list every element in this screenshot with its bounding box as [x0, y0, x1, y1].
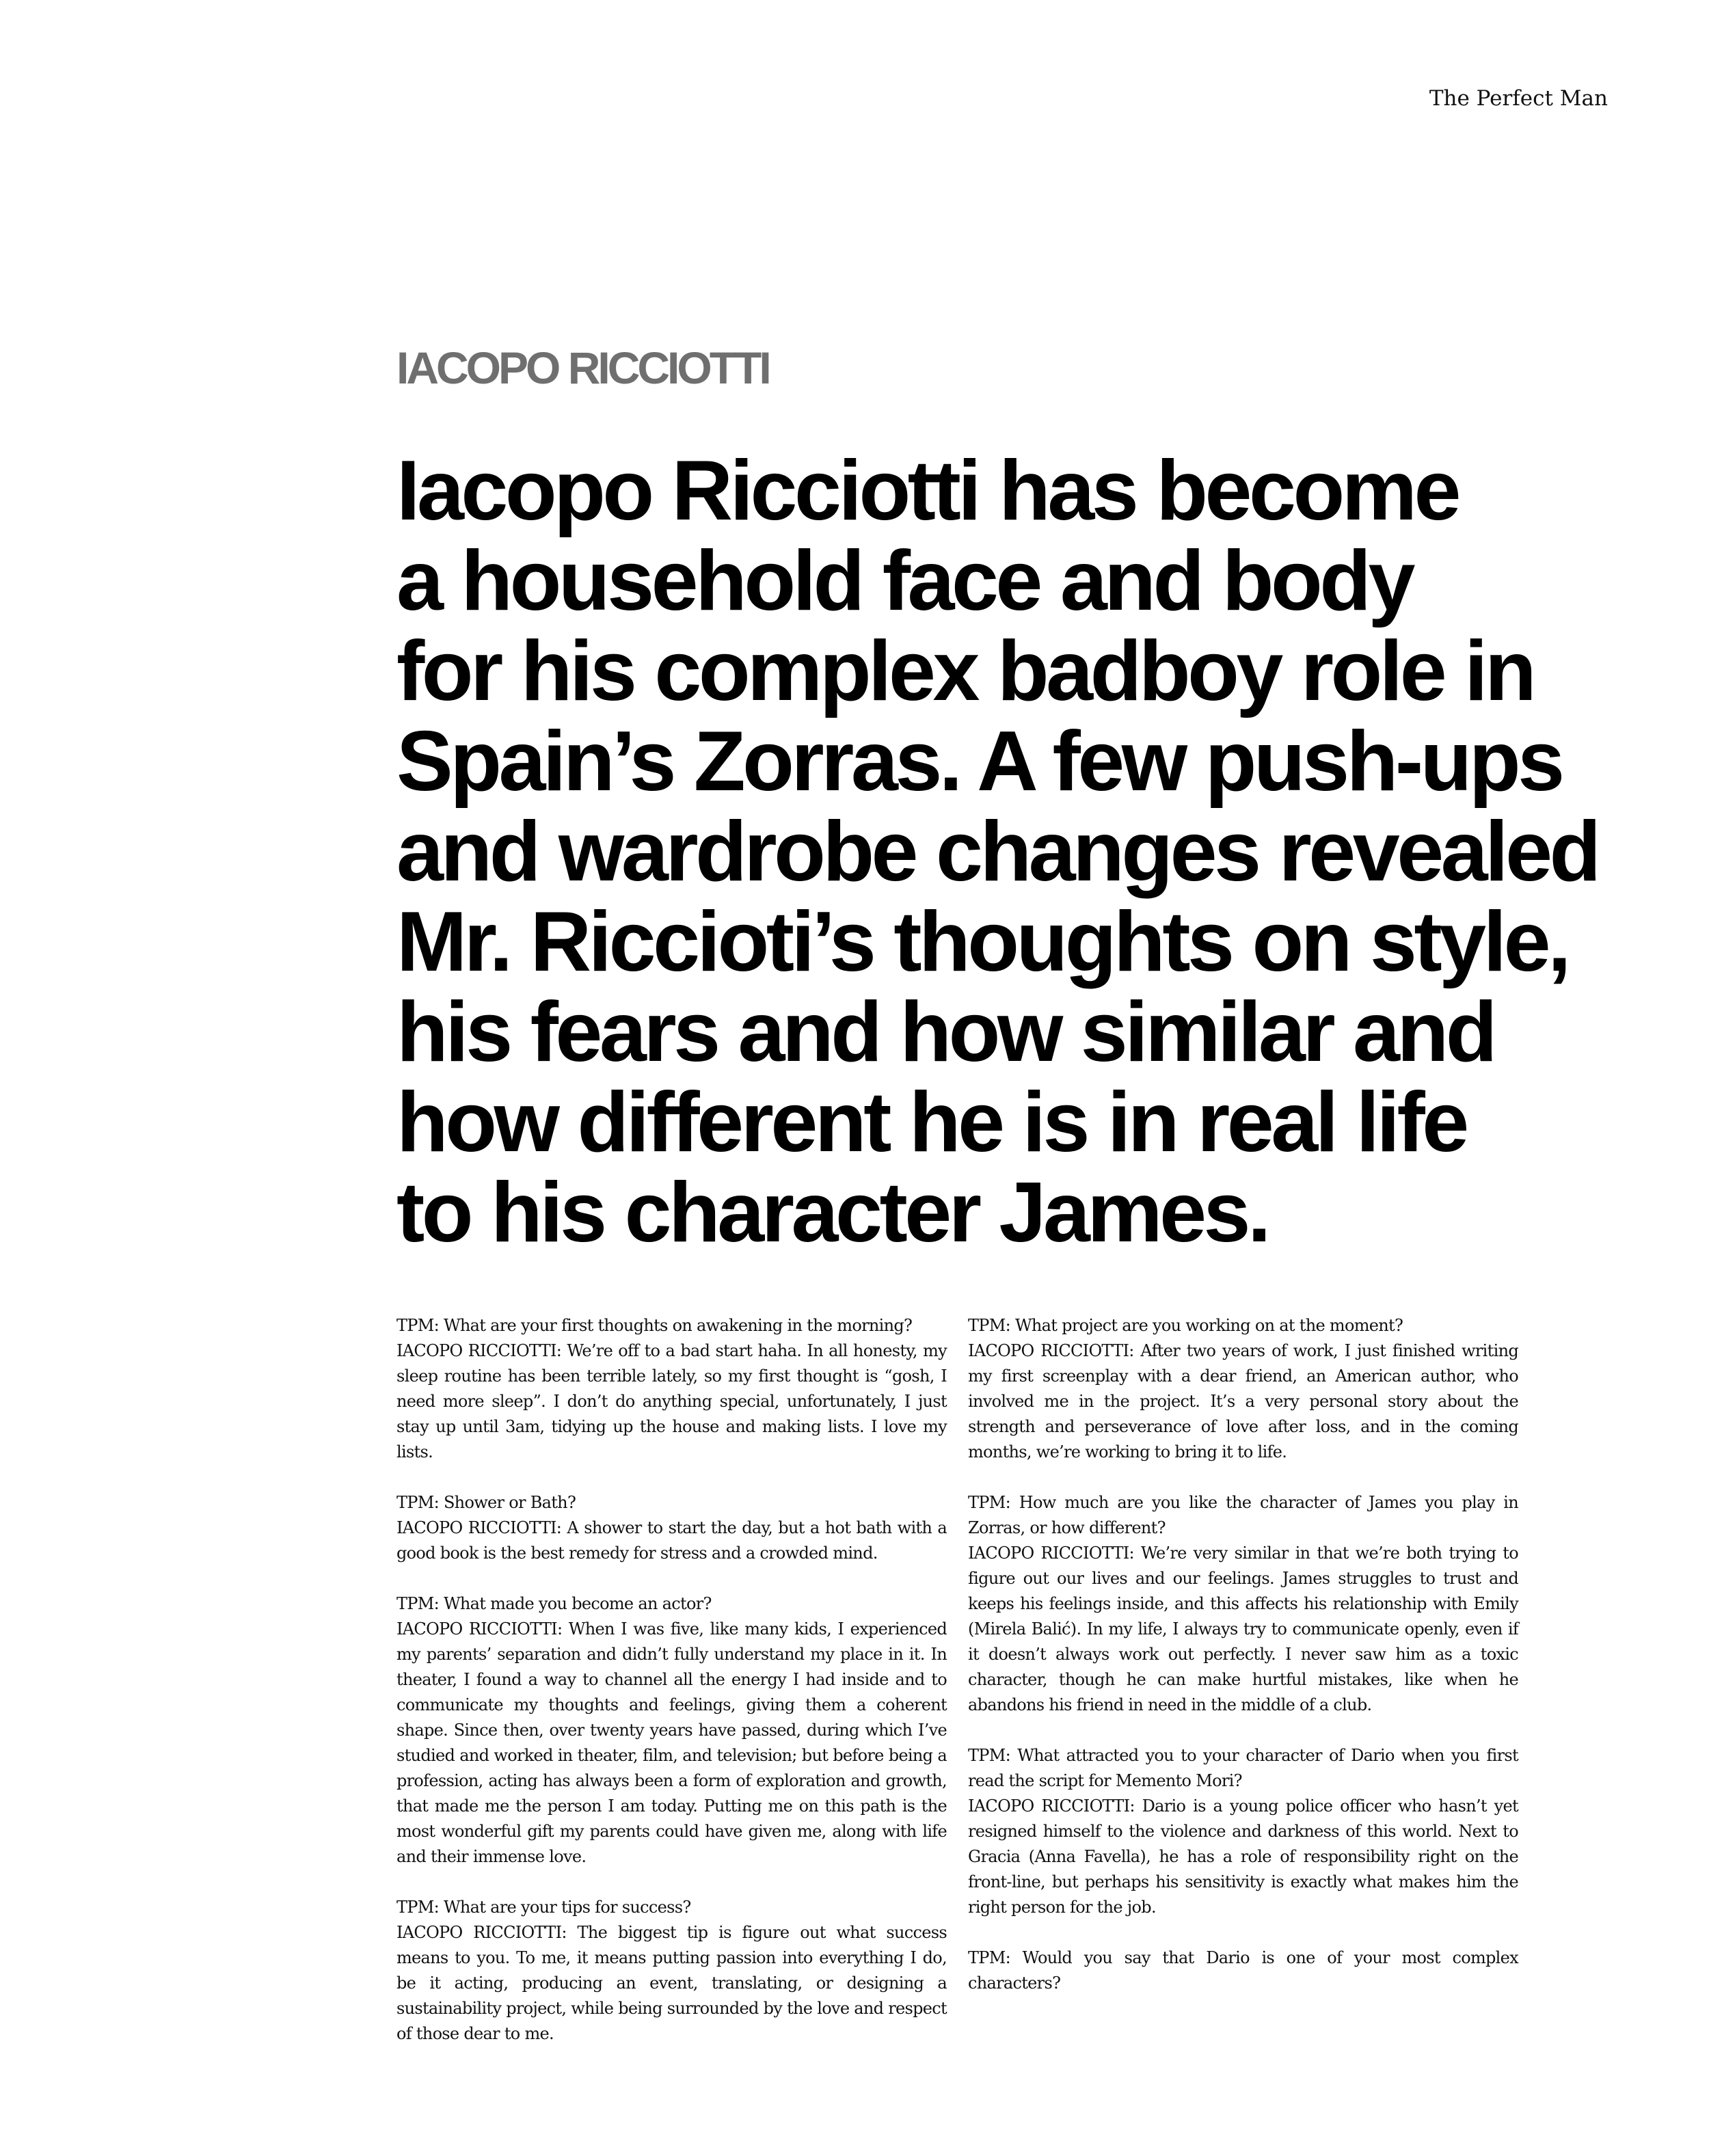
question: TPM: What attracted you to your character of Dario when you first read the script for Memento Mori?: [968, 1746, 1518, 1790]
answer: IACOPO RICCIOTTI: When I was five, like many kids, I experienced my parents’ separation and didn’t fully understand my place in it. In theater, I found a way to channel all the energy I had inside and to communicate my thoughts and feelings, giving them a coherent shape. Since then, over twenty years have passed, during which I’ve studied and worked in theater, film, and television; but before being a profession, acting has always been a form of exploration and growth, that made me the person I am today. Putting me on this path is the most wonderful gift my parents could have given me, along with life and their immense love.: [396, 1619, 947, 1866]
answer: IACOPO RICCIOTTI: A shower to start the day, but a hot bath with a good book is the best remedy for stress and a crowded mind.: [396, 1518, 947, 1563]
headline-line: and wardrobe changes revealed: [396, 805, 1598, 899]
qa-block: [968, 1945, 1518, 1996]
question: TPM: Would you say that Dario is one of your most complex characters?: [968, 1948, 1518, 1993]
question: TPM: Shower or Bath?: [396, 1493, 576, 1512]
question: TPM: What project are you working on at the moment?: [968, 1316, 1403, 1335]
answer: IACOPO RICCIOTTI: Dario is a young police officer who hasn’t yet resigned himself to the violence and darkness of this world. Next to Gracia (Anna Favella), he has a role of responsibility right on the front-line, but perhaps his sensitivity is exactly what makes him the right person for the job.: [968, 1796, 1518, 1917]
interview-left-column: [396, 1313, 947, 2072]
question: TPM: What are your tips for success?: [396, 1898, 691, 1917]
headline-line: Mr. Riccioti’s thoughts on style,: [396, 895, 1568, 989]
headline: [396, 444, 1598, 1260]
question: TPM: What are your first thoughts on awakening in the morning?: [396, 1316, 913, 1335]
headline-line: for his complex badboy role in: [396, 624, 1534, 718]
headline-line: a household face and body: [396, 534, 1412, 628]
answer: IACOPO RICCIOTTI: We’re very similar in that we’re both trying to figure out our lives and our feelings. James struggles to trust and keeps his feelings inside, and this affects his relationship with Emily (Mirela Balić). In my life, I always try to communicate openly, even if it doesn’t always work out perfectly. I never saw him as a toxic character, though he can make hurtful mistakes, like when he abandons his friend in need in the middle of a club.: [968, 1544, 1518, 1714]
answer: IACOPO RICCIOTTI: We’re off to a bad start haha. In all honesty, my sleep routine has been terrible lately, so my first thought is “gosh, I need more sleep”. I don’t do anything special, unfortunately, I just stay up until 3am, tidying up the house and making lists. I love my lists.: [396, 1341, 947, 1461]
headline-line: to his character James.: [396, 1165, 1268, 1260]
qa-block: [968, 1313, 1518, 1465]
headline-line: his fears and how similar and: [396, 985, 1494, 1079]
question: TPM: How much are you like the character of James you play in Zorras, or how different?: [968, 1493, 1518, 1537]
answer: IACOPO RICCIOTTI: After two years of work, I just finished writing my first screenplay with a dear friend, an American author, who involved me in the project. It’s a very personal story about the strength and perseverance of love after loss, and in the coming months, we’re working to bring it to life.: [968, 1341, 1518, 1461]
qa-block: [968, 1490, 1518, 1718]
headline-line: how different he is in real life: [396, 1075, 1466, 1170]
interviewee-name: IACOPO RICCIOTTI: [396, 342, 769, 393]
qa-block: [968, 1743, 1518, 1920]
qa-block: [396, 1490, 947, 1566]
headline-line: Iacopo Ricciotti has become: [396, 444, 1458, 538]
question: TPM: What made you become an actor?: [396, 1594, 712, 1613]
answer: IACOPO RICCIOTTI: The biggest tip is figure out what success means to you. To me, it means putting passion into everything I do, be it acting, producing an event, translating, or designing a sustainability project, while being surrounded by the love and respect of those dear to me.: [396, 1923, 947, 2043]
running-head: The Perfect Man: [1429, 86, 1608, 111]
headline-line: Spain’s Zorras. A few push-ups: [396, 714, 1562, 809]
qa-block: [396, 1313, 947, 1465]
qa-block: [396, 1895, 947, 2047]
interview-right-column: [968, 1313, 1518, 2021]
qa-block: [396, 1591, 947, 1870]
